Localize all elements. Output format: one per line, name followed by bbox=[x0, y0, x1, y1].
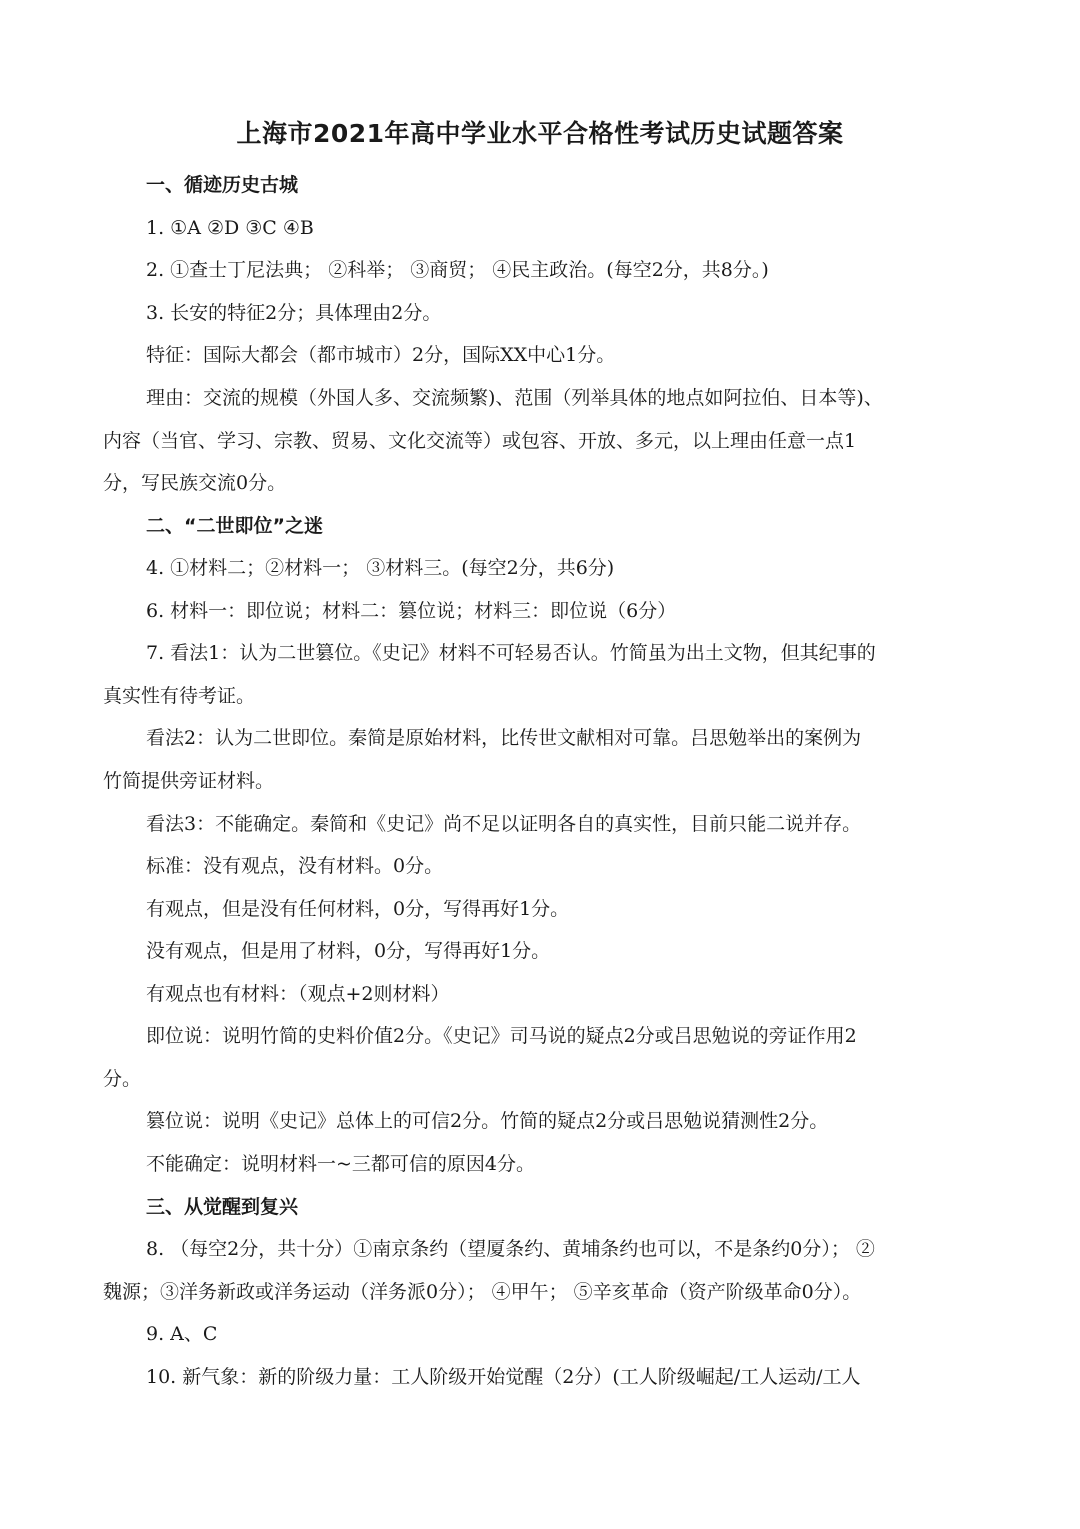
section-heading-3: 三、从觉醒到复兴 bbox=[146, 1196, 299, 1218]
answer-line: 分。 bbox=[103, 1068, 142, 1090]
answer-line: 1. ①A ②D ③C ④B bbox=[146, 217, 314, 239]
answer-line: 篡位说：说明《史记》总体上的可信2分。竹简的疑点2分或吕思勉说猜测性2分。 bbox=[146, 1110, 829, 1132]
document-title: 上海市2021年高中学业水平合格性考试历史试题答案 bbox=[236, 119, 844, 148]
answer-line: 6. 材料一：即位说；材料二：篡位说；材料三：即位说（6分） bbox=[146, 600, 677, 622]
answer-line: 4. ①材料二；②材料一； ③材料三。(每空2分，共6分) bbox=[146, 557, 615, 579]
answer-line: 8. （每空2分，共十分）①南京条约（望厦条约、黄埔条约也可以，不是条约0分）； ② bbox=[146, 1238, 875, 1260]
answer-line: 看法2：认为二世即位。秦简是原始材料，比传世文献相对可靠。吕思勉举出的案例为 bbox=[146, 727, 862, 749]
answer-line: 9. A、C bbox=[146, 1323, 218, 1345]
answer-line: 竹简提供旁证材料。 bbox=[103, 770, 275, 792]
answer-line: 真实性有待考证。 bbox=[103, 685, 256, 707]
answer-line: 10. 新气象：新的阶级力量：工人阶级开始觉醒（2分）(工人阶级崛起/工人运动/工人 bbox=[146, 1366, 861, 1388]
answer-line: 有观点，但是没有任何材料，0分，写得再好1分。 bbox=[146, 898, 570, 920]
answer-line: 没有观点，但是用了材料，0分，写得再好1分。 bbox=[146, 940, 551, 962]
section-heading-2: 二、“二世即位”之迷 bbox=[146, 515, 323, 537]
answer-line: 看法3：不能确定。秦简和《史记》尚不足以证明各自的真实性，目前只能二说并存。 bbox=[146, 813, 862, 835]
answer-line: 7. 看法1：认为二世篡位。《史记》材料不可轻易否认。竹简虽为出土文物，但其纪事的 bbox=[146, 642, 876, 664]
answer-line: 不能确定：说明材料一~三都可信的原因4分。 bbox=[146, 1153, 536, 1175]
answer-line: 特征：国际大都会（都市城市）2分，国际XX中心1分。 bbox=[146, 344, 616, 366]
answer-line: 标准：没有观点，没有材料。0分。 bbox=[146, 855, 444, 877]
answer-line: 理由：交流的规模（外国人多、交流频繁)、范围（列举具体的地点如阿拉伯、日本等)、 bbox=[146, 387, 883, 409]
answer-line: 3. 长安的特征2分；具体理由2分。 bbox=[146, 302, 442, 324]
answer-line: 即位说：说明竹简的史料价值2分。《史记》司马说的疑点2分或吕思勉说的旁证作用2 bbox=[146, 1025, 857, 1047]
answer-line: 分，写民族交流0分。 bbox=[103, 472, 287, 494]
answer-line: 有观点也有材料：（观点+2则材料） bbox=[146, 983, 450, 1005]
section-heading-1: 一、循迹历史古城 bbox=[146, 174, 299, 196]
answer-line: 魏源；③洋务新政或洋务运动（洋务派0分）； ④甲午； ⑤辛亥革命（资产阶级革命0分）。 bbox=[103, 1281, 862, 1303]
answer-line: 内容（当官、学习、宗教、贸易、文化交流等）或包容、开放、多元，以上理由任意一点1 bbox=[103, 430, 857, 452]
answer-line: 2. ①查士丁尼法典； ②科举； ③商贸； ④民主政治。(每空2分，共8分。) bbox=[146, 259, 769, 281]
